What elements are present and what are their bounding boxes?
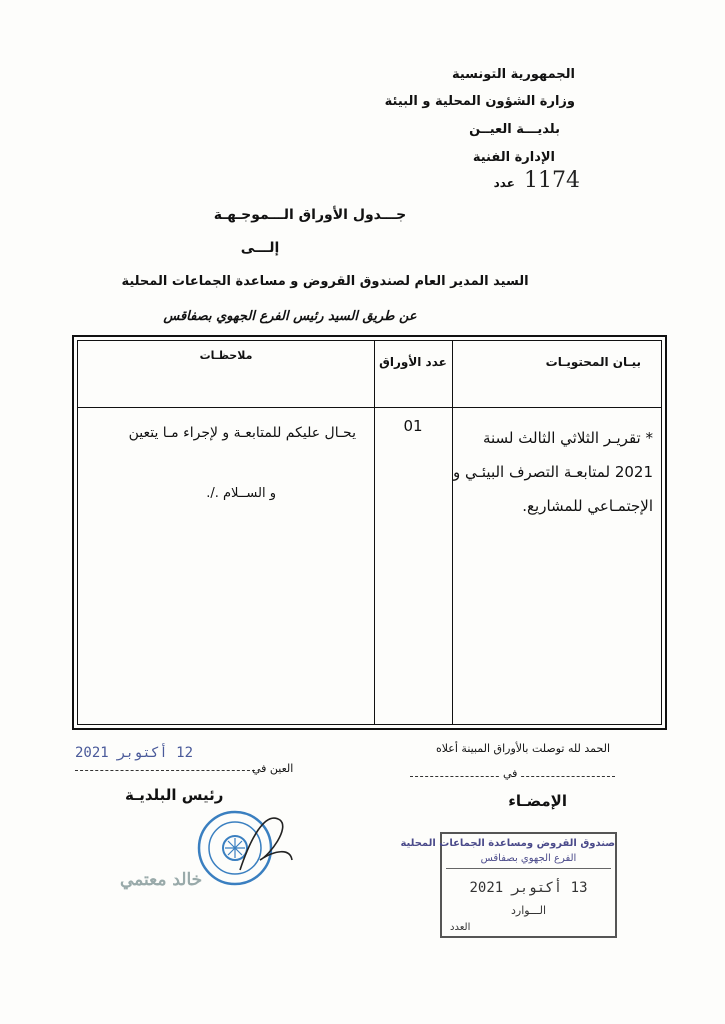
- handwritten-number: 1174: [524, 168, 580, 193]
- signature-label: الإمضـاء: [508, 792, 567, 810]
- header-divider: [78, 407, 661, 408]
- signature-name-stamp: خالد معتمي: [120, 870, 203, 890]
- cell-contents: * تقريـر الثلاثي الثالث لسنة 2021 لمتابعـة التصرف البيئـي و الإجتمـاعي للمشاريع.: [452, 429, 653, 515]
- receipt-text: الحمد لله توصلت بالأوراق المبينة أعلاه: [435, 742, 610, 755]
- cell-notes-closing: و الســلام ./.: [206, 486, 276, 501]
- stamp-line2: الفرع الجهوي بصفاقس: [480, 853, 577, 864]
- header-municipality: بلديـــة العيــن: [469, 122, 560, 137]
- cell-notes: يحـال عليكم للمتابعـة و لإجراء مـا يتعين: [128, 425, 356, 441]
- header-count: عدد الأوراق: [379, 355, 447, 369]
- signature-scribble-icon: [230, 800, 300, 880]
- reception-stamp: [400, 832, 617, 938]
- documents-table: [72, 335, 667, 730]
- handwritten-date-left: 12 أكتوبر 2021: [75, 745, 194, 761]
- date-line: [75, 770, 255, 771]
- stamp-arrival: الـــوارد: [510, 904, 547, 917]
- header-notes: ملاحظـات: [199, 349, 253, 362]
- receipt-in: في: [500, 767, 520, 780]
- place-line: العين في: [252, 762, 294, 775]
- header-republic: الجمهورية التونسية: [451, 67, 575, 82]
- number-label: عدد: [493, 176, 515, 190]
- stamp-number-label: العدد: [450, 922, 471, 933]
- document-title: جـــدول الأوراق الـــموجـهـة: [213, 207, 407, 223]
- header-number: [494, 168, 580, 193]
- via-line: عن طريق السيد رئيس الفرع الجهوي بصفاقس: [163, 309, 417, 324]
- cell-count: 01: [403, 417, 423, 435]
- recipient-line: السيد المدير العام لصندوق القروض و مساعدة الجماعات المحلية: [121, 274, 529, 289]
- column-divider: [374, 341, 375, 724]
- stamp-line1: صندوق القروض ومساعدة الجماعات المحلية: [400, 838, 615, 849]
- stamp-date: 13 أكتوبر 2021: [469, 880, 588, 896]
- title-to: إلـــى: [240, 240, 280, 256]
- column-divider: [452, 341, 453, 724]
- stamp-divider: [446, 868, 611, 869]
- header-contents: بيـان المحتويـات: [545, 355, 641, 369]
- mayor-title: رئيس البلديـة: [125, 786, 224, 804]
- header-department: الإدارة الفنية: [472, 150, 555, 165]
- header-ministry: وزارة الشؤون المحلية و البيئة: [384, 94, 575, 109]
